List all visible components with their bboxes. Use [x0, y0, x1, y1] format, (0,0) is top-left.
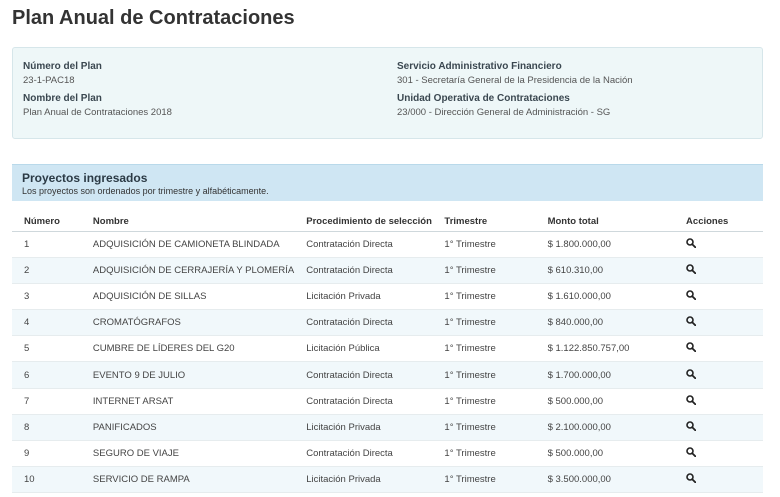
row-nombre: INTERNET ARSAT — [81, 388, 294, 414]
row-acciones — [674, 467, 763, 493]
row-trimestre: 1° Trimestre — [432, 414, 535, 440]
row-procedimiento: Contratación Directa — [294, 388, 432, 414]
column-header-numero: Número — [12, 212, 81, 231]
row-numero: 4 — [12, 310, 81, 336]
row-acciones — [674, 388, 763, 414]
row-acciones — [674, 310, 763, 336]
row-trimestre: 1° Trimestre — [432, 441, 535, 467]
row-monto: $ 1.700.000,00 — [536, 362, 674, 388]
column-header-nombre: Nombre — [81, 212, 294, 231]
table-row — [12, 257, 763, 283]
table-row — [12, 388, 763, 414]
row-nombre: CROMATÓGRAFOS — [81, 310, 294, 336]
row-monto: $ 2.100.000,00 — [536, 414, 674, 440]
row-trimestre: 1° Trimestre — [432, 362, 535, 388]
row-procedimiento: Licitación Privada — [294, 467, 432, 493]
row-monto: $ 1.122.850.757,00 — [536, 336, 674, 362]
column-header-trimestre: Trimestre — [432, 212, 535, 231]
row-numero: 5 — [12, 336, 81, 362]
table-header-row — [12, 212, 763, 231]
row-trimestre: 1° Trimestre — [432, 231, 535, 257]
row-trimestre: 1° Trimestre — [432, 388, 535, 414]
table-row — [12, 283, 763, 309]
table-row — [12, 441, 763, 467]
search-icon[interactable] — [686, 264, 696, 274]
row-numero: 8 — [12, 414, 81, 440]
plan-info-panel — [12, 47, 763, 139]
row-acciones — [674, 414, 763, 440]
page-title: Plan Anual de Contrataciones — [12, 7, 295, 29]
row-procedimiento: Licitación Privada — [294, 414, 432, 440]
row-procedimiento: Contratación Directa — [294, 231, 432, 257]
row-procedimiento: Contratación Directa — [294, 362, 432, 388]
search-icon[interactable] — [686, 447, 696, 457]
row-monto: $ 1.610.000,00 — [536, 283, 674, 309]
search-icon[interactable] — [686, 290, 696, 300]
row-numero: 6 — [12, 362, 81, 388]
column-header-monto: Monto total — [536, 212, 674, 231]
plan-number-label: Número del Plan — [23, 61, 102, 72]
row-procedimiento: Licitación Privada — [294, 283, 432, 309]
row-procedimiento: Contratación Directa — [294, 257, 432, 283]
row-acciones — [674, 362, 763, 388]
row-nombre: PANIFICADOS — [81, 414, 294, 440]
row-acciones — [674, 441, 763, 467]
row-trimestre: 1° Trimestre — [432, 257, 535, 283]
row-nombre: ADQUISICIÓN DE CAMIONETA BLINDADA — [81, 231, 294, 257]
row-procedimiento: Contratación Directa — [294, 441, 432, 467]
column-header-acciones: Acciones — [674, 212, 763, 231]
row-trimestre: 1° Trimestre — [432, 336, 535, 362]
financial-service-value: 301 - Secretaría General de la Presidencia de la Nación — [397, 75, 633, 86]
row-numero: 10 — [12, 467, 81, 493]
row-acciones — [674, 257, 763, 283]
table-row — [12, 362, 763, 388]
row-numero: 1 — [12, 231, 81, 257]
row-trimestre: 1° Trimestre — [432, 310, 535, 336]
row-monto: $ 840.000,00 — [536, 310, 674, 336]
search-icon[interactable] — [686, 421, 696, 431]
table-row — [12, 467, 763, 493]
table-row — [12, 231, 763, 257]
plan-name-value: Plan Anual de Contrataciones 2018 — [23, 107, 172, 118]
row-acciones — [674, 283, 763, 309]
row-monto: $ 3.500.000,00 — [536, 467, 674, 493]
row-nombre: SERVICIO DE RAMPA — [81, 467, 294, 493]
row-procedimiento: Contratación Directa — [294, 310, 432, 336]
table-row — [12, 336, 763, 362]
row-acciones — [674, 336, 763, 362]
row-trimestre: 1° Trimestre — [432, 467, 535, 493]
row-monto: $ 500.000,00 — [536, 388, 674, 414]
projects-header — [12, 164, 763, 201]
procurement-unit-value: 23/000 - Dirección General de Administración - SG — [397, 107, 611, 118]
procurement-unit-label: Unidad Operativa de Contrataciones — [397, 93, 570, 104]
row-nombre: ADQUISICIÓN DE SILLAS — [81, 283, 294, 309]
projects-subtitle: Los proyectos son ordenados por trimestre y alfabéticamente. — [22, 186, 269, 196]
row-numero: 2 — [12, 257, 81, 283]
row-trimestre: 1° Trimestre — [432, 283, 535, 309]
row-numero: 9 — [12, 441, 81, 467]
search-icon[interactable] — [686, 473, 696, 483]
row-numero: 7 — [12, 388, 81, 414]
plan-info-right — [397, 60, 633, 124]
plan-name-label: Nombre del Plan — [23, 93, 102, 104]
search-icon[interactable] — [686, 316, 696, 326]
projects-table — [12, 212, 763, 493]
row-numero: 3 — [12, 283, 81, 309]
row-procedimiento: Licitación Pública — [294, 336, 432, 362]
row-monto: $ 1.800.000,00 — [536, 231, 674, 257]
row-nombre: ADQUISICIÓN DE CERRAJERÍA Y PLOMERÍA — [81, 257, 294, 283]
table-row — [12, 414, 763, 440]
row-nombre: SEGURO DE VIAJE — [81, 441, 294, 467]
financial-service-label: Servicio Administrativo Financiero — [397, 61, 562, 72]
projects-title: Proyectos ingresados — [22, 171, 148, 185]
row-monto: $ 500.000,00 — [536, 441, 674, 467]
row-nombre: EVENTO 9 DE JULIO — [81, 362, 294, 388]
row-nombre: CUMBRE DE LÍDERES DEL G20 — [81, 336, 294, 362]
row-acciones — [674, 231, 763, 257]
search-icon[interactable] — [686, 395, 696, 405]
table-row — [12, 310, 763, 336]
column-header-procedimiento: Procedimiento de selección — [294, 212, 432, 231]
plan-info-left — [23, 60, 172, 124]
search-icon[interactable] — [686, 369, 696, 379]
row-monto: $ 610.310,00 — [536, 257, 674, 283]
plan-number-value: 23-1-PAC18 — [23, 75, 75, 86]
search-icon[interactable] — [686, 238, 696, 248]
search-icon[interactable] — [686, 342, 696, 352]
